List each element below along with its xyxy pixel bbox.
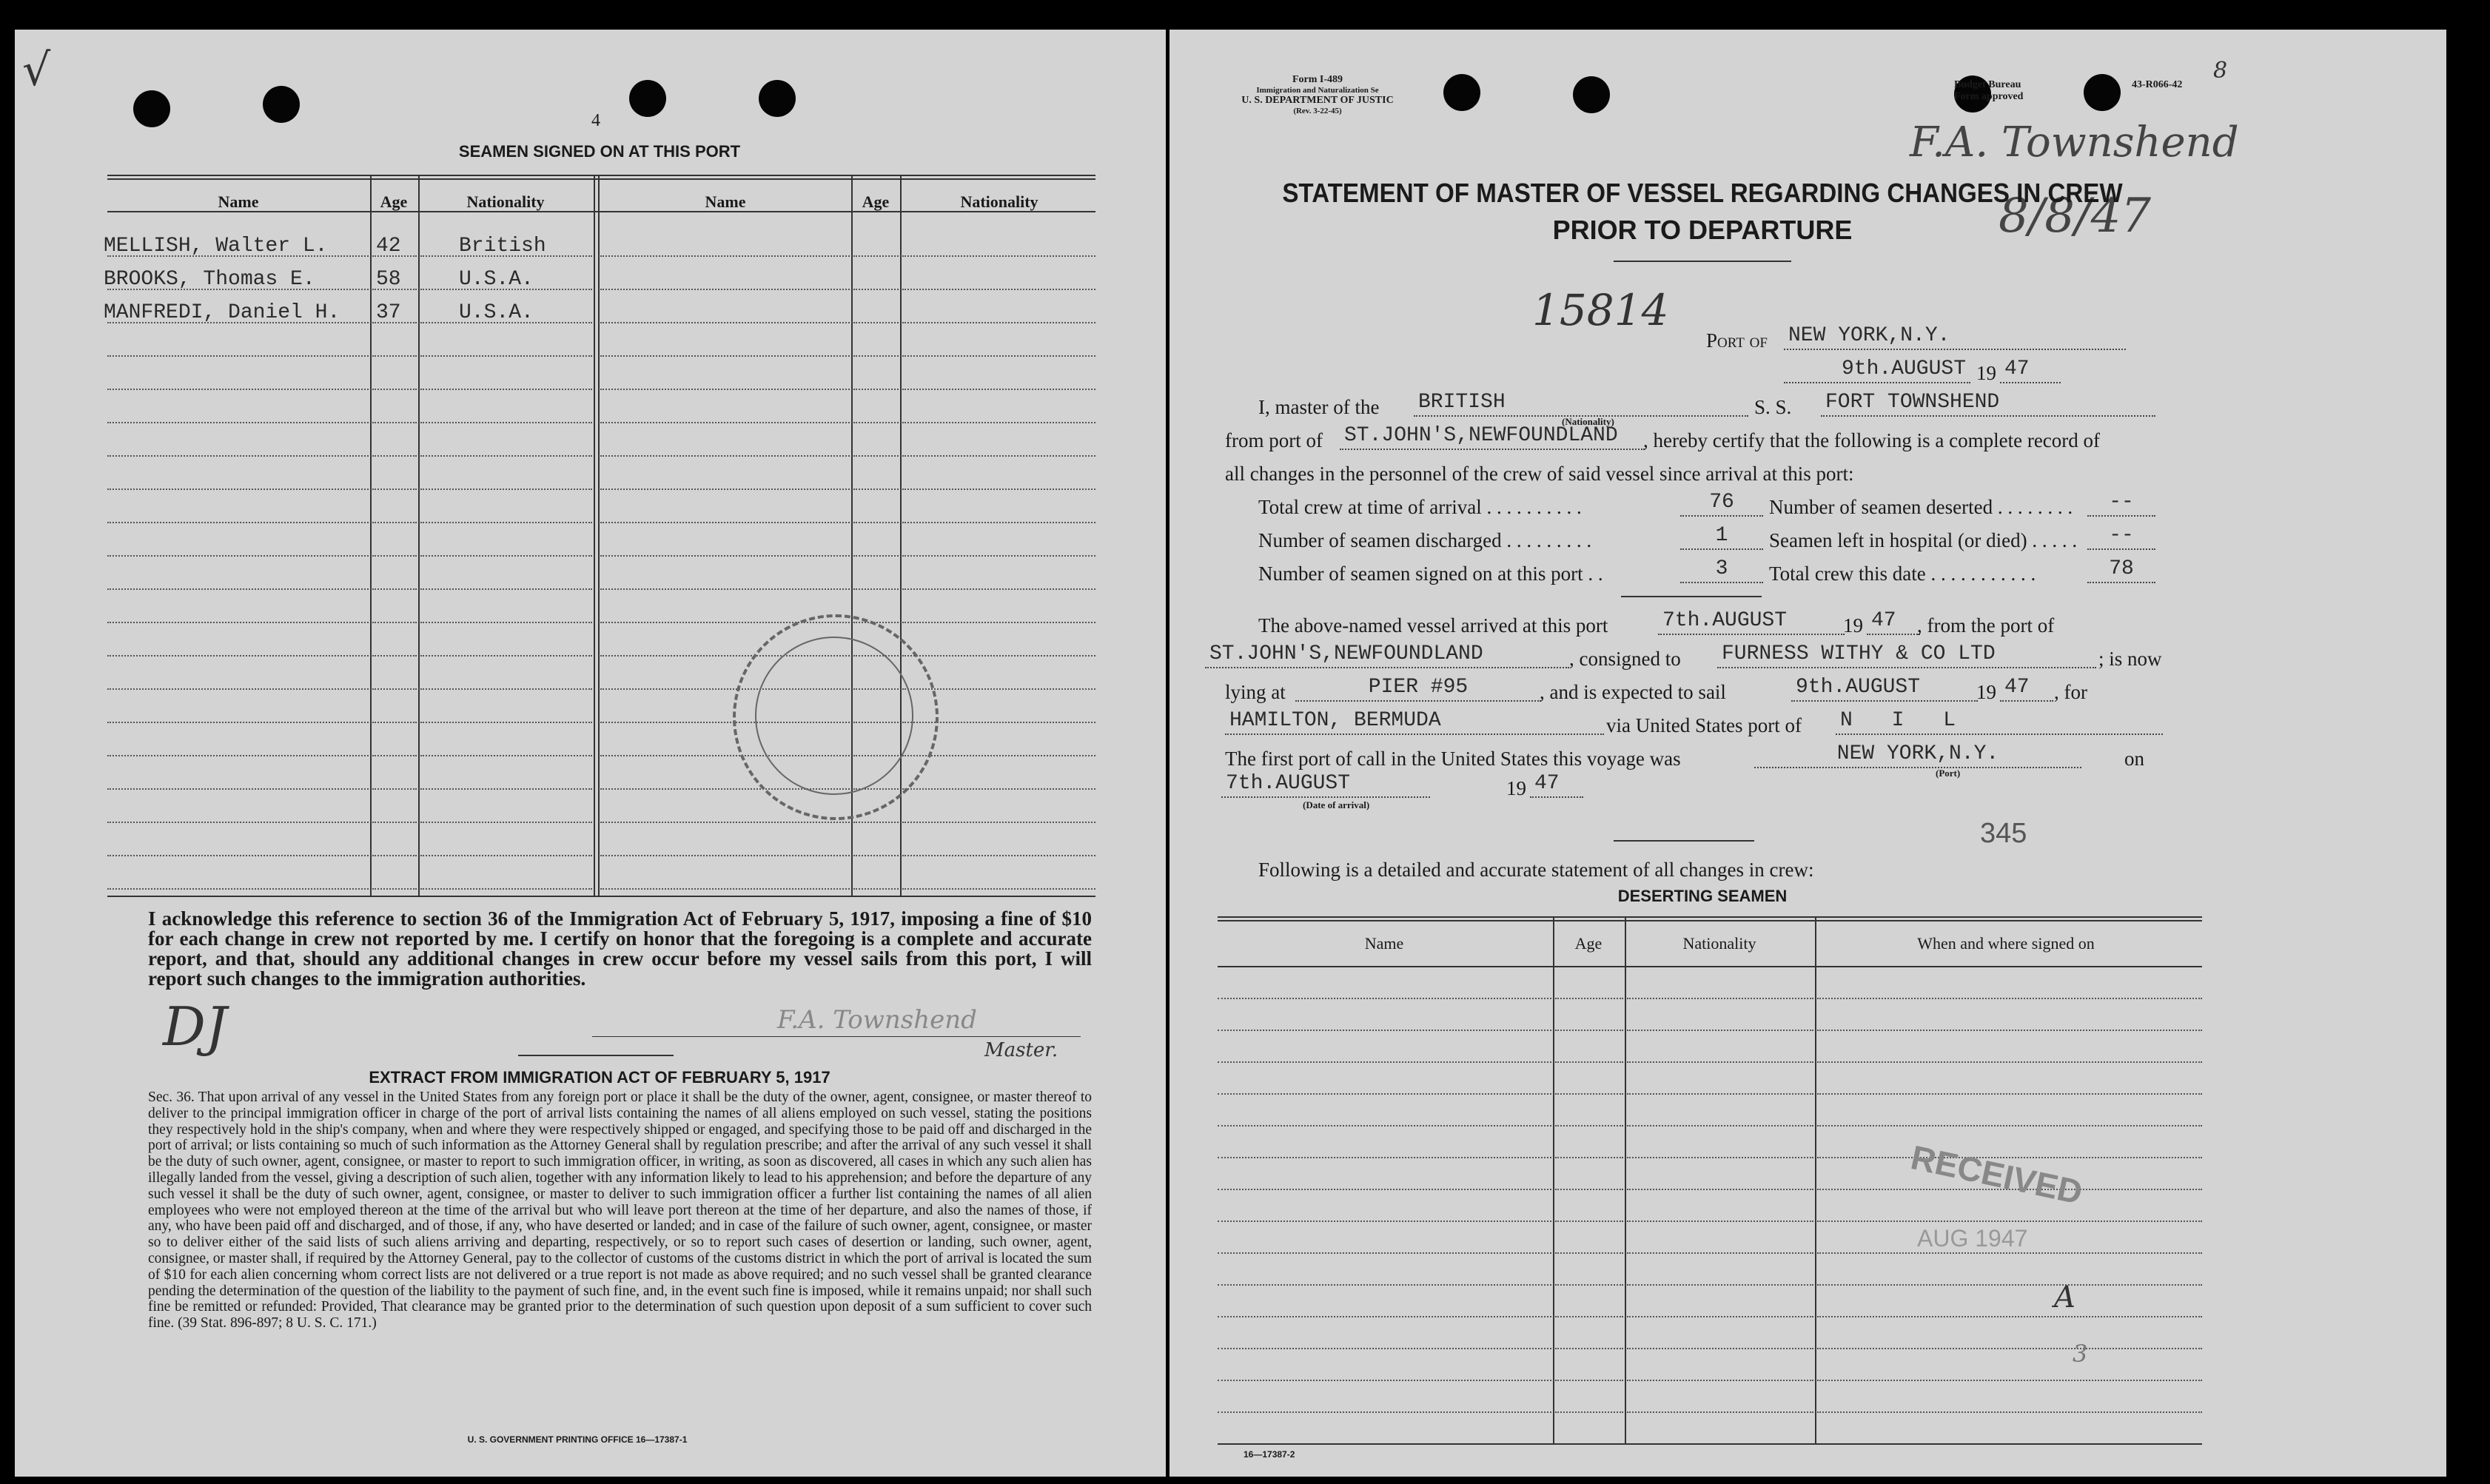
from-port-value: ST.JOHN'S,NEWFOUNDLAND (1340, 423, 1645, 450)
row-rule (1218, 1284, 1551, 1286)
row-rule (902, 588, 1095, 590)
acknowledgement-text: I acknowledge this reference to section 36 of the Immigration Act of February 5, 1917, imposing a fine of $10 for each change in crew not reported by me. I certify on honor that the foregoing is a complete and accurate report, and that, should any additional changes in crew occur before my vessel sails from this port, I will report such changes to the immigration authorities. (148, 907, 1092, 990)
row-rule (600, 555, 850, 557)
row-rule (1627, 1348, 1813, 1349)
row-rule (1817, 1348, 2202, 1349)
row-rule (902, 788, 1095, 790)
row-rule (372, 289, 417, 290)
left-page (15, 30, 1166, 1477)
extract-title: EXTRACT FROM IMMIGRATION ACT OF FEBRUARY 5, 1917 (369, 1068, 830, 1087)
row-rule (853, 322, 899, 323)
total-crew-arrival: 76 (1680, 490, 1763, 517)
budget-line-1: Budget Bureau (1954, 79, 2021, 90)
punch-hole (759, 80, 796, 117)
deserting-heading: DESERTING SEAMEN (1617, 887, 1788, 905)
arrived-year: 47 (1867, 608, 1920, 635)
revision: (Rev. 3-22-45) (1293, 107, 1342, 115)
row-rule (902, 488, 1095, 490)
table-row-name: BROOKS, Thomas E. (104, 268, 315, 291)
punch-hole (1443, 74, 1480, 111)
row-rule (1627, 1411, 1813, 1413)
row-rule (420, 322, 592, 323)
table-row-age: 37 (376, 301, 401, 324)
row-rule (902, 455, 1095, 457)
budget-line-2: Form approved (1954, 91, 2024, 102)
row-rule (1555, 1157, 1623, 1158)
punch-hole (629, 80, 666, 117)
row-rule (107, 888, 369, 890)
row-rule (420, 722, 592, 723)
row-rule (1817, 1093, 2202, 1095)
port-value: NEW YORK,N.Y. (1784, 323, 2126, 350)
row-rule (420, 888, 592, 890)
row-rule (1627, 1252, 1813, 1254)
form-number: Form I-489 (1292, 74, 1343, 85)
row-rule (420, 522, 592, 523)
row-rule (420, 355, 592, 357)
agency-line-1: Immigration and Naturalization Se (1256, 86, 1379, 95)
corner-mark: 8 (2213, 58, 2228, 84)
row-rule (600, 389, 850, 390)
row-rule (853, 522, 899, 523)
col-header-name-2: Name (705, 192, 746, 211)
row-rule (420, 488, 592, 490)
row-rule (420, 688, 592, 690)
col-header-nationality: Nationality (466, 192, 545, 211)
row-rule (372, 322, 417, 323)
row-rule (902, 655, 1095, 657)
row-rule (107, 822, 369, 823)
master-label: Master. (984, 1039, 1058, 1061)
row-rule (1627, 998, 1813, 999)
row-rule (600, 822, 850, 823)
row-rule (1627, 1030, 1813, 1031)
row-rule (902, 389, 1095, 390)
row-rule (107, 755, 369, 756)
col-header-age: Age (380, 192, 408, 211)
row-rule (600, 488, 850, 490)
row-rule (853, 855, 899, 856)
row-rule (107, 455, 369, 457)
row-rule (420, 422, 592, 423)
row-rule (1817, 1411, 2202, 1413)
row-rule (372, 389, 417, 390)
row-rule (1817, 1284, 2202, 1286)
via-port: N I L (1836, 708, 2163, 735)
row-rule (1627, 1189, 1813, 1190)
row-rule (420, 555, 592, 557)
received-date: AUG 1947 (1917, 1225, 2028, 1252)
row-rule (600, 522, 850, 523)
row-rule (372, 455, 417, 457)
row-rule (1555, 1093, 1623, 1095)
master-signature: F.A. Townshend (777, 1005, 977, 1035)
row-rule (600, 455, 850, 457)
row-rule (107, 522, 369, 523)
footer-code: 16—17387-2 (1244, 1449, 1295, 1460)
row-rule (420, 289, 592, 290)
row-rule (1218, 1380, 1551, 1381)
row-rule (1555, 1411, 1623, 1413)
row-rule (853, 488, 899, 490)
row-rule (853, 455, 899, 457)
title-line-2: PRIOR TO DEPARTURE (1552, 215, 1853, 245)
agency-line-2: U. S. DEPARTMENT OF JUSTIC (1241, 95, 1394, 106)
row-rule (1218, 1157, 1551, 1158)
row-rule (107, 588, 369, 590)
row-rule (902, 822, 1095, 823)
row-rule (853, 822, 899, 823)
handwritten-number: 15814 (1532, 285, 1669, 335)
row-rule (902, 888, 1095, 890)
handwritten-date-top: 8/8/47 (1999, 189, 2151, 244)
row-rule (372, 855, 417, 856)
initials-handwriting: DJ (163, 996, 227, 1058)
row-rule (1627, 1284, 1813, 1286)
budget-line-1b: 43-R066-42 (2132, 79, 2183, 90)
row-rule (372, 655, 417, 657)
row-rule (372, 788, 417, 790)
col-header-name: Name (1364, 934, 1404, 953)
row-rule (372, 555, 417, 557)
row-rule (107, 788, 369, 790)
row-rule (1555, 1189, 1623, 1190)
row-rule (420, 622, 592, 623)
hospital-count: -- (2087, 523, 2155, 550)
col-header-when-where: When and where signed on (1917, 934, 2095, 953)
row-rule (1627, 1221, 1813, 1222)
arrived-from-port: ST.JOHN'S,NEWFOUNDLAND (1205, 642, 1569, 668)
received-stamp: RECEIVED (1907, 1138, 2087, 1212)
row-rule (107, 422, 369, 423)
signed-on-count: 3 (1680, 557, 1763, 583)
stamp-number: 345 (1980, 818, 2027, 849)
row-rule (420, 655, 592, 657)
row-rule (902, 522, 1095, 523)
row-rule (372, 488, 417, 490)
row-rule (853, 355, 899, 357)
row-rule (1218, 1411, 1551, 1413)
row-rule (1218, 1125, 1551, 1127)
row-rule (372, 688, 417, 690)
punch-hole (1573, 76, 1610, 113)
row-rule (1817, 1125, 2202, 1127)
row-rule (1555, 1348, 1623, 1349)
table-row-nationality: U.S.A. (459, 301, 534, 324)
check-mark: √ (22, 44, 51, 96)
pier: PIER #95 (1295, 675, 1541, 702)
row-rule (1555, 1252, 1623, 1254)
page-number: 4 (591, 111, 600, 130)
row-rule (107, 722, 369, 723)
row-rule (600, 855, 850, 856)
row-rule (853, 555, 899, 557)
row-rule (107, 655, 369, 657)
section-heading: SEAMEN SIGNED ON AT THIS PORT (458, 142, 741, 161)
row-rule (853, 888, 899, 890)
row-rule (372, 255, 417, 257)
row-rule (420, 788, 592, 790)
row-rule (1627, 1125, 1813, 1127)
row-rule (107, 389, 369, 390)
row-rule (1555, 1030, 1623, 1031)
row-rule (420, 389, 592, 390)
row-rule (1218, 1221, 1551, 1222)
row-rule (420, 455, 592, 457)
row-rule (1817, 1316, 2202, 1317)
mark-a: A (2054, 1280, 2075, 1315)
first-port-value: NEW YORK,N.Y. (1754, 742, 2081, 768)
row-rule (420, 822, 592, 823)
destination: HAMILTON, BERMUDA (1225, 708, 1604, 735)
row-rule (372, 622, 417, 623)
row-rule (902, 555, 1095, 557)
sail-year: 47 (2000, 675, 2053, 702)
row-rule (1627, 1157, 1813, 1158)
col-header-age-2: Age (862, 192, 890, 211)
row-rule (420, 255, 592, 257)
row-rule (372, 755, 417, 756)
row-rule (1627, 1093, 1813, 1095)
arrival-date: 7th.AUGUST (1221, 771, 1430, 798)
row-rule (600, 422, 850, 423)
row-rule (1627, 1380, 1813, 1381)
row-rule (902, 255, 1095, 257)
row-rule (107, 622, 369, 623)
row-rule (902, 855, 1095, 856)
row-rule (372, 588, 417, 590)
row-rule (107, 688, 369, 690)
row-rule (107, 355, 369, 357)
total-crew-date: 78 (2087, 557, 2155, 583)
row-rule (1555, 1061, 1623, 1063)
extract-body: Sec. 36. That upon arrival of any vessel in the United States from any foreign port or place it shall be the duty of the owner, agent, consignee, or master thereof to deliver to the principal immigration officer in charge of the port of arrival lists containing the names of all aliens employed on such vessel, stating the positions they respectively hold in the ship's company, when and where they were respectively shipped or engaged, and specifying those to be paid off and discharged in the port of arrival; or lists containing so much of such information as the Attorney General shall by regulation prescribe; and after the arrival of any such vessel it shall be the duty of such owner, agent, consignee, or master to report to such immigration officer, in writing, as soon as discovered, all cases in which any such alien has illegally landed from the vessel, giving a description of such alien, together with any information likely to lead to his apprehension; and before the departure of any such vessel it shall be the duty of such owner, agent, consignee, or master to deliver to such immigration officer a further list containing the names of all alien employees who were not employed thereon at the time of the arrival but who will leave port thereon at the time of her departure, and also the names of those, if any, who have been paid off and discharged, and of those, if any, who have deserted or landed; and in case of the failure of such owner, agent, consignee, or master so to deliver either of the said lists of such aliens arriving and departing, respectively, or so to report such cases of desertion or landing, such owner, agent, consignee, or master shall, if required by the Attorney General, pay to the collector of customs of the customs district in which the port of arrival is located the sum of $10 for each alien concerning whom correct lists are not delivered or a true report is not made as above required; and no such vessel shall be granted clearance pending the determination of the question of the liability to the payment of such fine, and, in the event such fine is imposed, while it remains unpaid; nor shall such fine be remitted or refunded: Provided, That clearance may be granted prior to the determination of such question upon deposit of a sum sufficient to cover such fine. (39 Stat. 896-897; 8 U. S. C. 171.) (148, 1090, 1092, 1332)
table-row-age: 58 (376, 268, 401, 291)
row-rule (1218, 1030, 1551, 1031)
row-rule (600, 355, 850, 357)
table-row-name: MANFREDI, Daniel H. (104, 301, 340, 324)
title-line-1: STATEMENT OF MASTER OF VESSEL REGARDING CHANGES IN CREW (1282, 178, 2123, 208)
row-rule (853, 389, 899, 390)
row-rule (1817, 998, 2202, 999)
printer-line: U. S. GOVERNMENT PRINTING OFFICE 16—17387-1 (467, 1434, 688, 1445)
row-rule (1817, 1061, 2202, 1063)
port-label: Port of (1706, 329, 1768, 352)
nationality-value: BRITISH (1414, 390, 1748, 417)
right-page: Form I-489 Immigration and Naturalization Se U. S. DEPARTMENT OF JUSTIC (Rev. 3-22-45) Budget Bureau 43-R066-42 Form approved 8 F.A. Townshend 8/8/47 STATEMENT OF MASTER OF VESSEL REGARDING CHANGES IN CREW PRIOR TO DEPARTURE 15814 Port of NEW YORK,N.Y. 9th.AUGUST 19 47 I, master of the BRITISH (Nationality) S. S. FORT TOWNSHEND from port of ST.JOHN'S,NEWFOUNDLAND , hereby certify that the following is a complete record of all changes in the personnel of the crew of said vessel since arrival at this port: Total crew at time of arrival . . . . . . . . . . 76 Number of seamen deserted . . . . . . . . -- Number of seamen discharged . . . . . . . . . 1 Seamen left in hospital (or died) . . . . . -- Number of seamen signed on at this port . . 3 Total crew this date . . . . . . . . . . . 78 The above-named vessel arrived at this port 7th.AUGUST 19 47 , from the port of ST.JOHN'S,NEWFOUNDLAND , consigned to FURNESS WITHY & CO LTD ; is now lying at PIER #95 , and is expected to sail 9th.AUGUST 19 47 , for HAMILTON, BERMUDA via United States port of N I L The first port of call in the United States this voyage was NEW YORK,N.Y. (Port) on 7th.AUGUST (Date of arrival) 19 47 345 Following is a detailed and accurate statement of all changes in crew: DESERTING SEAMEN Name Age Nationality When and where signed on RECEIVED AUG 1947 A 3 16—17387-2 (1170, 30, 2446, 1477)
row-rule (372, 722, 417, 723)
row-rule (107, 322, 369, 323)
table-row-age: 42 (376, 235, 401, 258)
arrival-year: 47 (1530, 771, 1583, 798)
row-rule (420, 755, 592, 756)
row-rule (372, 822, 417, 823)
row-rule (107, 488, 369, 490)
col-header-nationality: Nationality (1682, 934, 1756, 953)
sail-date: 9th.AUGUST (1791, 675, 1978, 702)
year-value: 47 (2000, 357, 2061, 383)
row-rule (420, 588, 592, 590)
handwritten-signature-top: F.A. Townshend (1910, 118, 2239, 167)
row-rule (1218, 1061, 1551, 1063)
row-rule (372, 355, 417, 357)
table-row-name: MELLISH, Walter L. (104, 235, 328, 258)
punch-hole (263, 86, 300, 123)
row-rule (1555, 1221, 1623, 1222)
row-rule (1817, 1380, 2202, 1381)
ship-name: FORT TOWNSHEND (1821, 390, 2155, 417)
row-rule (902, 622, 1095, 623)
discharged-count: 1 (1680, 523, 1763, 550)
row-rule (107, 255, 369, 257)
row-rule (1555, 998, 1623, 999)
mark-3: 3 (2073, 1340, 2088, 1368)
row-rule (1218, 1252, 1551, 1254)
row-rule (372, 888, 417, 890)
row-rule (1627, 1316, 1813, 1317)
row-rule (853, 255, 899, 257)
row-rule (1555, 1125, 1623, 1127)
row-rule (902, 289, 1095, 290)
row-rule (902, 422, 1095, 423)
row-rule (600, 588, 850, 590)
row-rule (1218, 1093, 1551, 1095)
row-rule (600, 289, 850, 290)
row-rule (107, 289, 369, 290)
table-row-nationality: British (459, 235, 546, 258)
row-rule (902, 322, 1095, 323)
row-rule (853, 588, 899, 590)
row-rule (107, 555, 369, 557)
row-rule (420, 855, 592, 856)
row-rule (1627, 1061, 1813, 1063)
row-rule (853, 422, 899, 423)
row-rule (1817, 1221, 2202, 1222)
row-rule (1218, 1348, 1551, 1349)
row-rule (1218, 1189, 1551, 1190)
row-rule (107, 855, 369, 856)
row-rule (600, 322, 850, 323)
col-header-name: Name (218, 192, 259, 211)
row-rule (1817, 1030, 2202, 1031)
col-header-age: Age (1574, 934, 1603, 953)
col-header-nationality-2: Nationality (960, 192, 1038, 211)
row-rule (1218, 998, 1551, 999)
row-rule (902, 355, 1095, 357)
deserted-count: -- (2087, 490, 2155, 517)
row-rule (372, 422, 417, 423)
punch-hole (2084, 74, 2121, 111)
consignee: FURNESS WITHY & CO LTD (1717, 642, 2096, 668)
punch-hole (133, 90, 170, 127)
row-rule (1555, 1284, 1623, 1286)
arrived-date: 7th.AUGUST (1658, 608, 1845, 635)
table-row-nationality: U.S.A. (459, 268, 534, 291)
row-rule (853, 289, 899, 290)
row-rule (1218, 1316, 1551, 1317)
row-rule (372, 522, 417, 523)
row-rule (1817, 1252, 2202, 1254)
date-value: 9th.AUGUST (1784, 357, 1970, 383)
row-rule (1555, 1316, 1623, 1317)
row-rule (600, 255, 850, 257)
row-rule (1555, 1380, 1623, 1381)
row-rule (600, 888, 850, 890)
